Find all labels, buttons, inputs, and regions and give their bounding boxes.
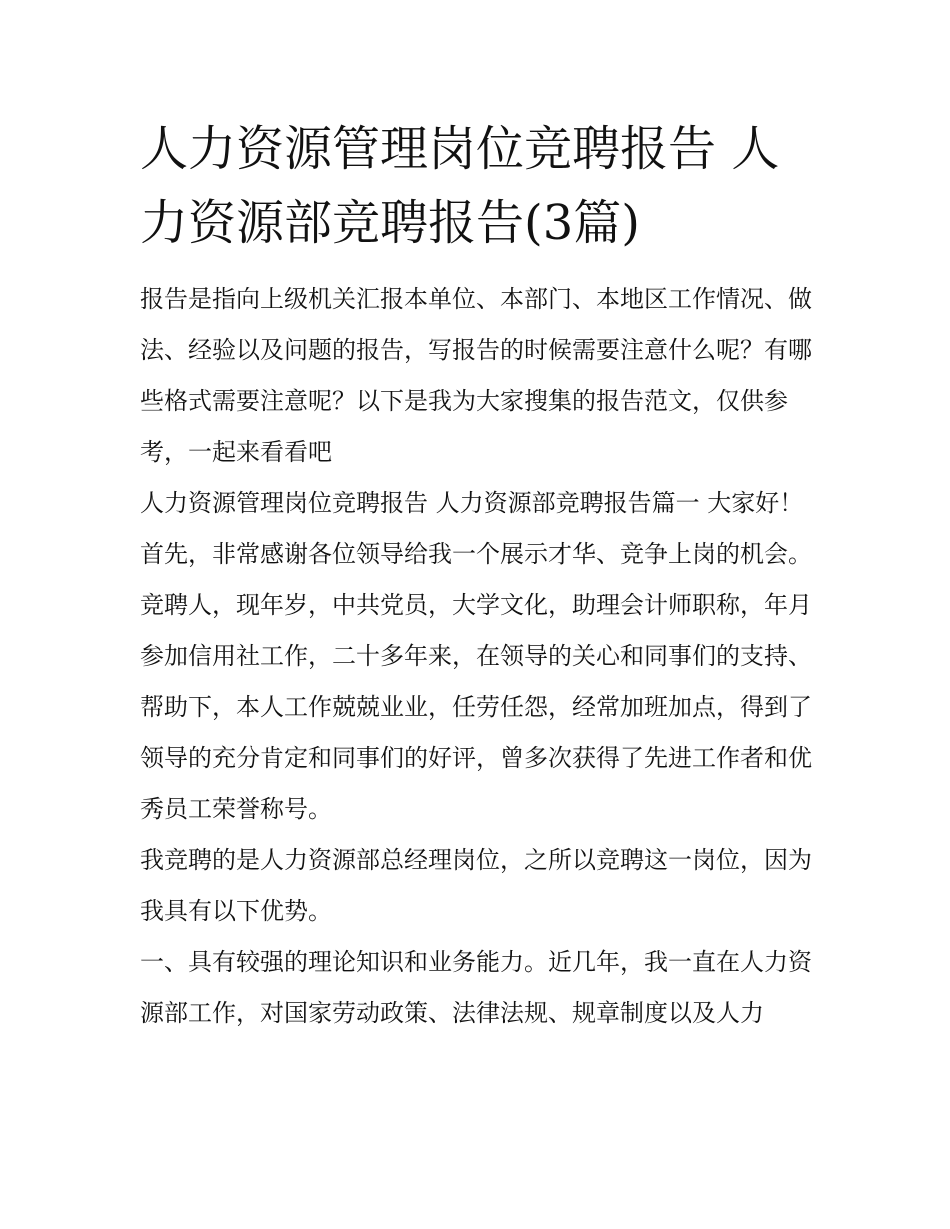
document-title: 人力资源管理岗位竞聘报告 人力资源部竞聘报告(3篇)	[140, 121, 780, 251]
section-heading-paragraph: 人力资源管理岗位竞聘报告 人力资源部竞聘报告篇一 大家好！	[140, 489, 804, 517]
body-paragraph: 我竞聘的是人力资源部总经理岗位，之所以竞聘这一岗位，因为我具有以下优势。	[140, 846, 812, 925]
body-paragraph: 一、具有较强的理论知识和业务能力。近几年，我一直在人力资源部工作，对国家劳动政策、法律法规、规章制度以及人力	[140, 948, 812, 1027]
document-page	[140, 112, 812, 1039]
intro-paragraph: 报告是指向上级机关汇报本单位、本部门、本地区工作情况、做法、经验以及问题的报告，写报告的时候需要注意什么呢？有哪些格式需要注意呢？以下是我为大家搜集的报告范文，仅供参考，一起来看看吧	[140, 285, 812, 466]
body-paragraph: 首先，非常感谢各位领导给我一个展示才华、竞争上岗的机会。竞聘人，现年岁，中共党员，大学文化，助理会计师职称，年月参加信用社工作，二十多年来，在领导的关心和同事们的支持、帮助下，本人工作兢兢业业，任劳任怨，经常加班加点，得到了领导的充分肯定和同事们的好评，曾多次获得了先进工作者和优秀员工荣誉称号。	[140, 540, 812, 823]
